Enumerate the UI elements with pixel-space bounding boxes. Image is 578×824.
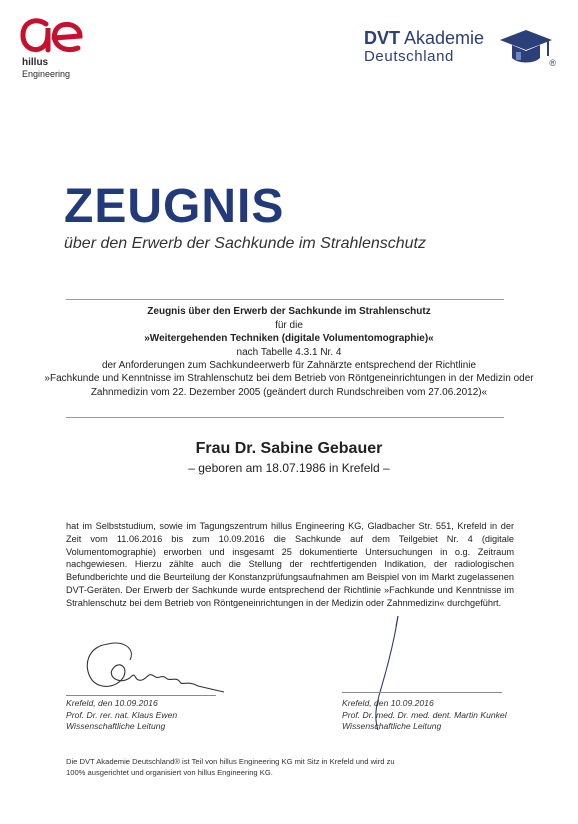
footer-note <box>66 757 426 778</box>
dvt-akademie-logo <box>364 28 554 72</box>
footer-line-1: Die DVT Akademie Deutschland® ist Teil von hillus Engineering KG mit Sitz in Krefeld und wird zu <box>66 757 395 766</box>
recipient-name: Frau Dr. Sabine Gebauer <box>195 440 383 457</box>
certificate-heading <box>40 305 538 319</box>
engineering-logo-text: Engineering <box>22 69 71 79</box>
hillus-logo-text: hillus <box>22 57 49 68</box>
left-signatory-role: Wissenschaftliche Leitung <box>66 721 166 731</box>
dvt-logo-line1 <box>364 28 484 48</box>
right-signature-place-date: Krefeld, den 10.09.2016 <box>342 698 434 708</box>
guideline-date-line: Zahnmedizin vom 22. Dezember 2005 (geändert durch Rundschreiben vom 27.06.2012)« <box>90 387 488 398</box>
hillus-engineering-logo <box>18 14 98 78</box>
dvt-logo-line2: Deutschland <box>364 48 454 65</box>
left-signature-place-date: Krefeld, den 10.09.2016 <box>66 698 158 708</box>
for-label: für die <box>275 320 303 331</box>
left-signature-image <box>78 636 228 698</box>
right-signature-line <box>342 692 502 693</box>
requirements-line: der Anforderungen zum Sachkundeerwerb für Zahnärzte entsprechend der Richtlinie <box>101 360 477 371</box>
left-signature-block <box>66 698 177 733</box>
course-title <box>40 332 538 346</box>
course-title-text: »Weitergehenden Techniken (digitale Volumentomographie)« <box>144 333 434 344</box>
document-subtitle: über den Erwerb der Sachkunde im Strahlenschutz <box>64 235 426 252</box>
hillus-ae-logo-mark <box>18 14 88 58</box>
recipient-birth: – geboren am 18.07.1986 in Krefeld – <box>188 461 390 475</box>
dvt-logo-akademie: Akademie <box>404 28 485 48</box>
certificate-body-text: hat im Selbststudium, sowie im Tagungszentrum hillus Engineering KG, Gladbacher Str. 551, Krefeld in der Zeit vom 11.06.2016 bis zum 10.09.2016 die Sachkunde auf dem Teilgebiet Nr. 4 (digitale Volumentomographie) erworben und insgesamt 25 dokumentierte Untersuchungen in o.g. Zeitraum nachgewiesen. Hierzu zählte auch die Stellung der rechtfertigenden Indikation, der radiologischen Befundberichte und die Beurteilung der Konstanzprüfungsaufnahmen am Beispiel von im Markt zugelassenen DVT-Geräten. Der Erwerb der Sachkunde wurde entsprechend der Richtlinie »Fachkunde und Kenntnisse im Strahlenschutz bei dem Betrieb von Röntgeneinrichtungen in der Medizin oder Zahnmedizin« durchgeführt. <box>66 521 514 608</box>
right-signature-block <box>342 698 507 733</box>
certificate-heading-text: Zeugnis über den Erwerb der Sachkunde im Strahlenschutz <box>147 306 431 317</box>
left-signature-line <box>66 695 216 696</box>
table-reference: nach Tabelle 4.3.1 Nr. 4 <box>236 347 342 358</box>
graduation-cap-icon <box>498 28 554 68</box>
document-title: ZEUGNIS <box>64 180 285 233</box>
guideline-line: »Fachkunde und Kenntnisse im Strahlenschutz bei dem Betrieb von Röntgeneinrichtungen in der Medizin oder <box>44 373 534 384</box>
dvt-logo-bold: DVT <box>364 28 400 48</box>
registered-mark: ® <box>549 58 556 68</box>
footer-line-2: 100% ausgerichtet und organisiert von hillus Engineering KG. <box>66 767 273 777</box>
right-signatory-role: Wissenschaftliche Leitung <box>342 721 442 731</box>
right-signatory-name: Prof. Dr. med. Dr. med. dent. Martin Kunkel <box>342 709 507 720</box>
divider-bottom <box>66 417 504 418</box>
left-signatory-name: Prof. Dr. rer. nat. Klaus Ewen <box>66 709 178 720</box>
divider-top <box>66 299 504 300</box>
